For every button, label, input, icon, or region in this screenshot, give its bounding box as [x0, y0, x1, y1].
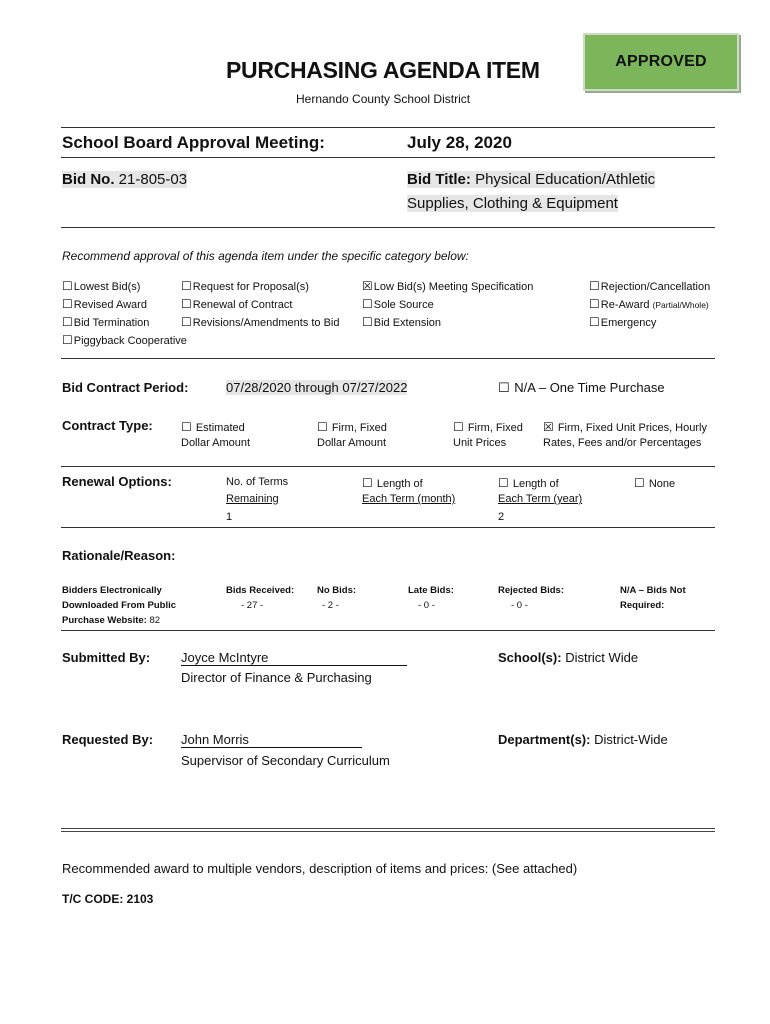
checked-box-icon[interactable]: ☒ — [362, 279, 373, 293]
type-estimated-l2: Dollar Amount — [181, 437, 251, 449]
cat-renewal[interactable] — [181, 297, 292, 311]
cat-label: Revisions/Amendments to Bid — [192, 317, 340, 329]
cat-label: Re-Award — [600, 299, 650, 311]
meeting-date: July 28, 2020 — [407, 133, 512, 152]
checkbox-icon[interactable]: ☐ — [62, 333, 73, 347]
na-bids-l1: N/A – Bids Not — [620, 585, 686, 596]
na-label: N/A – One Time Purchase — [514, 380, 665, 395]
bidders-value: 82 — [149, 615, 161, 626]
renewal-month-label: Length of — [376, 478, 423, 490]
bidders-label: Purchase Website: — [62, 615, 147, 626]
cat-sole-source[interactable] — [362, 297, 434, 311]
cat-label: Rejection/Cancellation — [600, 281, 711, 293]
cat-piggyback[interactable] — [62, 333, 187, 347]
contract-period-value: 07/28/2020 through 07/27/2022 — [226, 380, 408, 395]
checkbox-icon[interactable]: ☐ — [589, 297, 600, 311]
rejected-label: Rejected Bids: — [498, 585, 564, 596]
cat-emergency[interactable] — [589, 315, 656, 329]
renewal-none-label: None — [648, 478, 676, 490]
cat-label: Request for Proposal(s) — [192, 281, 309, 293]
cat-label: Bid Extension — [373, 317, 442, 329]
checkbox-icon[interactable]: ☐ — [362, 476, 373, 490]
cat-label: Sole Source — [373, 299, 434, 311]
cat-revisions[interactable] — [181, 315, 340, 329]
school-label: School(s): — [498, 650, 562, 665]
na-bids-l2: Required: — [620, 600, 665, 611]
district-name: Hernando County School District — [296, 92, 471, 106]
checkbox-icon[interactable]: ☐ — [62, 297, 73, 311]
na-one-time[interactable] — [498, 380, 665, 396]
meeting-label: School Board Approval Meeting: — [62, 133, 325, 152]
renewal-terms-value: 1 — [226, 511, 233, 523]
bidders-l2: Downloaded From Public — [62, 600, 177, 611]
checkbox-icon[interactable]: ☐ — [453, 420, 464, 434]
checkbox-icon[interactable]: ☐ — [181, 297, 192, 311]
renewal-year[interactable] — [498, 476, 559, 490]
type-fixed-unit-l2: Unit Prices — [453, 437, 507, 449]
type-label: Firm, Fixed — [331, 422, 387, 434]
cat-label: Bid Termination — [73, 317, 150, 329]
type-label: Firm, Fixed Unit Prices, Hourly — [557, 422, 707, 434]
checkbox-icon[interactable]: ☐ — [181, 315, 192, 329]
divider — [61, 828, 715, 829]
submitted-name: Joyce McIntyre — [181, 650, 269, 665]
submitted-title: Director of Finance & Purchasing — [181, 670, 372, 685]
department-value: District-Wide — [594, 732, 668, 747]
renewal-month[interactable] — [362, 476, 423, 490]
nobids-label: No Bids: — [317, 585, 357, 596]
bidders-l3 — [62, 615, 160, 626]
cat-re-award[interactable] — [589, 297, 709, 311]
bid-title-value: Physical Education/Athletic — [475, 171, 656, 188]
renewal-year-l2: Each Term (year) — [498, 493, 583, 505]
cat-label: Piggyback Cooperative — [73, 335, 187, 347]
requested-title: Supervisor of Secondary Curriculum — [181, 753, 390, 768]
divider — [61, 466, 715, 467]
renewal-terms-l2: Remaining — [226, 493, 279, 505]
school-value: District Wide — [565, 650, 639, 665]
type-fixed-dollar[interactable] — [317, 420, 387, 434]
checkbox-icon[interactable]: ☐ — [62, 315, 73, 329]
requested-name: John Morris — [181, 732, 249, 747]
cat-rejection[interactable] — [589, 279, 710, 293]
rationale-label: Rationale/Reason: — [62, 548, 176, 563]
type-fixed-dollar-l2: Dollar Amount — [317, 437, 387, 449]
checkbox-icon[interactable]: ☐ — [362, 315, 373, 329]
bid-title-line2: Supplies, Clothing & Equipment — [407, 195, 618, 212]
checkbox-icon[interactable]: ☐ — [181, 420, 192, 434]
type-fixed-unit[interactable] — [453, 420, 523, 434]
cat-bid-extension[interactable] — [362, 315, 441, 329]
award-text: Recommended award to multiple vendors, description of items and prices: (See attached) — [62, 861, 578, 876]
signature-line — [181, 665, 407, 666]
approved-stamp — [583, 33, 739, 91]
type-fixed-hourly-l2: Rates, Fees and/or Percentages — [543, 437, 702, 449]
checkbox-icon[interactable]: ☐ — [181, 279, 192, 293]
tc-code: T/C CODE: 2103 — [62, 892, 154, 906]
renewal-label: Renewal Options: — [62, 474, 172, 489]
page-title: PURCHASING AGENDA ITEM — [226, 57, 540, 83]
renewal-year-value: 2 — [498, 511, 505, 523]
renewal-none[interactable] — [634, 476, 675, 490]
checkbox-icon[interactable]: ☐ — [62, 279, 73, 293]
cat-bid-termination[interactable] — [62, 315, 149, 329]
approved-stamp-text: APPROVED — [615, 53, 707, 70]
received-value: - 27 - — [241, 600, 264, 611]
rejected-value: - 0 - — [511, 600, 528, 611]
type-label: Firm, Fixed — [467, 422, 523, 434]
divider — [61, 630, 715, 631]
school — [498, 650, 638, 665]
department — [498, 732, 668, 747]
divider — [61, 127, 715, 128]
divider — [61, 157, 715, 158]
received-label: Bids Received: — [226, 585, 295, 596]
cat-label: Low Bid(s) Meeting Specification — [373, 281, 534, 293]
contract-type-label: Contract Type: — [62, 418, 153, 433]
cat-low-bid-spec[interactable] — [362, 279, 533, 293]
checkbox-icon[interactable]: ☐ — [317, 420, 328, 434]
renewal-month-l2: Each Term (month) — [362, 493, 456, 505]
renewal-year-label: Length of — [512, 478, 559, 490]
cat-lowest-bid[interactable] — [62, 279, 140, 293]
submitted-label: Submitted By: — [62, 650, 151, 665]
checkbox-icon[interactable]: ☐ — [634, 476, 645, 490]
checkbox-icon[interactable]: ☐ — [362, 297, 373, 311]
checkbox-icon[interactable]: ☐ — [498, 476, 509, 490]
late-value: - 0 - — [418, 600, 435, 611]
checkbox-icon[interactable]: ☐ — [498, 380, 510, 395]
recommend-text: Recommend approval of this agenda item under the specific category below: — [62, 249, 469, 263]
bid-title-line1 — [407, 171, 655, 188]
cat-label: Emergency — [600, 317, 657, 329]
department-label: Department(s): — [498, 732, 591, 747]
type-fixed-hourly[interactable] — [543, 420, 707, 434]
cat-revised-award[interactable] — [62, 297, 147, 311]
type-estimated[interactable] — [181, 420, 245, 434]
divider — [61, 527, 715, 528]
contract-period-label: Bid Contract Period: — [62, 380, 189, 395]
bid-number-label: Bid No. — [62, 171, 115, 188]
nobids-value: - 2 - — [322, 600, 339, 611]
cat-label: Revised Award — [73, 299, 147, 311]
bid-number — [62, 171, 187, 188]
bid-number-value: 21-805-03 — [118, 171, 188, 188]
checked-box-icon[interactable]: ☒ — [543, 420, 554, 434]
type-label: Estimated — [195, 422, 245, 434]
cat-label: Lowest Bid(s) — [73, 281, 141, 293]
checkbox-icon[interactable]: ☐ — [589, 279, 600, 293]
cat-note: (Partial/Whole) — [652, 300, 709, 310]
divider — [61, 831, 715, 832]
late-label: Late Bids: — [408, 585, 454, 596]
requested-label: Requested By: — [62, 732, 154, 747]
renewal-terms-l1: No. of Terms — [226, 476, 289, 488]
checkbox-icon[interactable]: ☐ — [589, 315, 600, 329]
divider — [61, 227, 715, 228]
bidders-l1: Bidders Electronically — [62, 585, 162, 596]
bid-title-label: Bid Title: — [407, 171, 471, 188]
divider — [61, 358, 715, 359]
signature-line — [181, 747, 362, 748]
cat-label: Renewal of Contract — [192, 299, 293, 311]
cat-rfp[interactable] — [181, 279, 309, 293]
